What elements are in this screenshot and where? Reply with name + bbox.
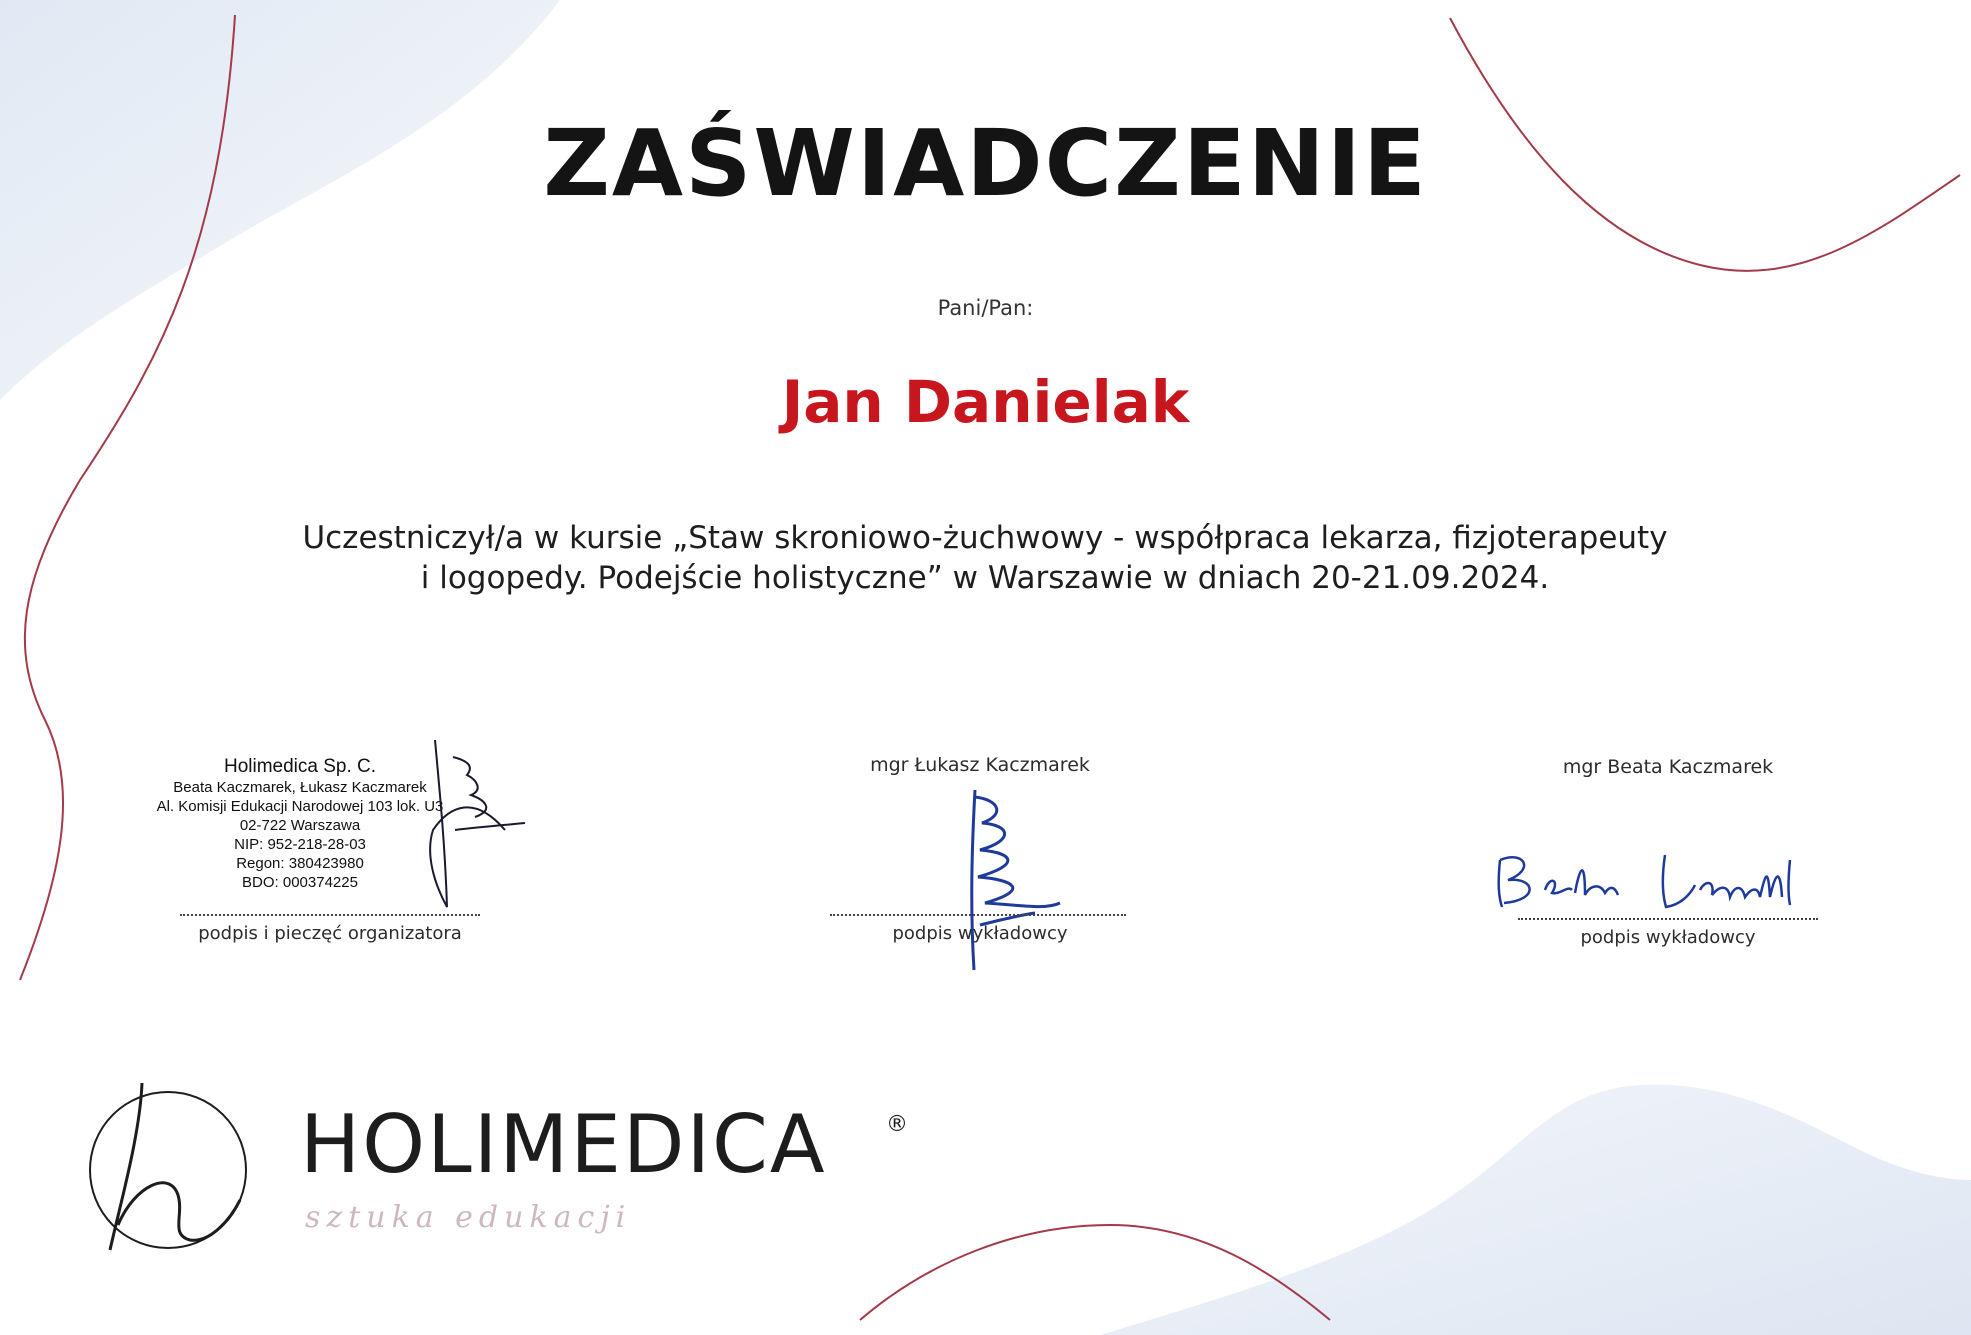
organizer-signature (405, 735, 535, 915)
registered-mark: ® (886, 1112, 908, 1137)
organizer-signature-label: podpis i pieczęć organizatora (198, 923, 462, 944)
bottom-right-wave (1100, 1085, 1971, 1335)
lecturer-1-name: mgr Łukasz Kaczmarek (870, 754, 1090, 776)
logo-tagline: sztuka edukacji (305, 1200, 632, 1235)
recipient-name: Jan Danielak (781, 368, 1190, 436)
holimedica-logo-mark (80, 1075, 260, 1255)
lecturer-2-signature (1490, 845, 1820, 915)
course-description (160, 518, 1810, 598)
organizer-signature-line (180, 914, 480, 916)
lecturer-2-name: mgr Beata Kaczmarek (1562, 756, 1774, 778)
stamp-owners: Beata Kaczmarek, Łukasz Kaczmarek (173, 779, 427, 796)
lecturer-2-signature-label: podpis wykładowcy (1580, 927, 1756, 948)
salutation: Pani/Pan: (937, 296, 1034, 320)
holimedica-logo-text: HOLIMEDICA (300, 1098, 827, 1191)
description-line-1: Uczestniczył/a w kursie „Staw skroniowo-żuchwowy - współpraca lekarza, fizjoterapeuty (302, 520, 1668, 556)
lecturer-1-signature-label: podpis wykładowcy (892, 923, 1068, 944)
stamp-bdo: BDO: 000374225 (242, 874, 358, 891)
stamp-regon: Regon: 380423980 (236, 855, 364, 872)
certificate-title: ZAŚWIADCZENIE (543, 110, 1428, 217)
stamp-nip: NIP: 952-218-28-03 (234, 836, 366, 853)
stamp-address: Al. Komisji Edukacji Narodowej 103 lok. U3 (156, 798, 444, 815)
stamp-company: Holimedica Sp. C. (223, 756, 377, 777)
lecturer-1-signature (960, 785, 1070, 975)
description-line-2: i logopedy. Podejście holistyczne” w Warszawie w dniach 20-21.09.2024. (420, 560, 1550, 596)
lecturer-2-signature-line (1518, 918, 1818, 920)
lecturer-1-signature-line (830, 914, 1126, 916)
stamp-city: 02-722 Warszawa (239, 817, 361, 834)
